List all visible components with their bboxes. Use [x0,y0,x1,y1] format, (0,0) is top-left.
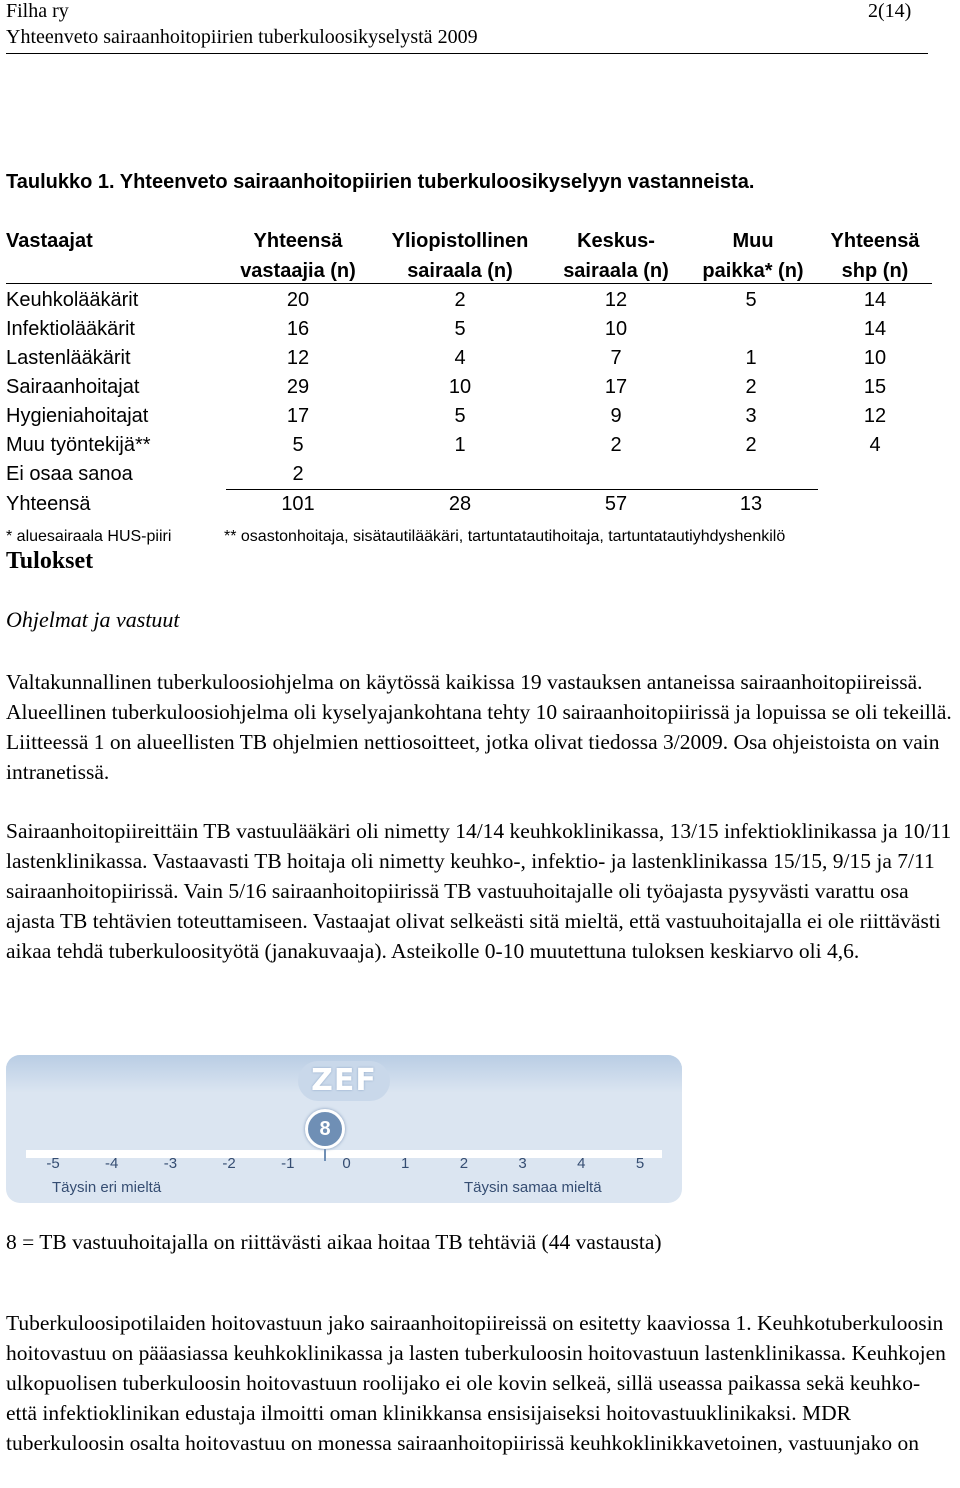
table-cell: 5 [454,405,466,427]
table-header-rule [6,283,932,284]
gauge-marker: 8 [305,1109,345,1149]
paragraph-program: Valtakunnallinen tuberkuloosiohjelma on käytössä kaikissa 19 vastauksen antaneissa sairaanhoitopiireissä. Alueellinen tuberkuloosiohjelma oli kyselyajankohtana tehty 10 sairaanhoitopiirissä ja lopuissa se oli tekeillä. Liitteessä 1 on alueellisten TB ohjelmien nettiosoitteet, jotka olivat tiedossa 3/2009. Osa ohjeistoista on vain intranetissä. [6,670,952,784]
zef-logo: ZEF [298,1061,390,1101]
table-cell: 57 [604,493,628,515]
table-cell: 2 [292,463,304,485]
table-row-label: Yhteensä [6,493,91,515]
gauge-tick-label: -4 [105,1155,119,1172]
table-row-label: Ei osaa sanoa [6,463,133,485]
page-number: 2(14) [868,0,912,22]
footnote-hospital: * aluesairaala HUS-piiri [6,528,172,545]
col-header-other [690,226,816,286]
section-subtitle: Ohjelmat ja vastuut [6,607,180,632]
section-title: Tulokset [6,548,94,574]
table-caption: Taulukko 1. Yhteenveto sairaanhoitopiirien tuberkuloosikyselyyn vastanneista. [6,171,755,193]
footnote-worker: ** osastonhoitaja, sisätautilääkäri, tartuntatautihoitaja, tartuntatautiyhdyshenkilö [224,528,786,545]
col-header-line: Yhteensä [830,230,920,252]
table-cell: 17 [286,405,310,427]
table-cell: 7 [610,347,622,369]
table-cell: 3 [745,405,757,427]
col-header-line: vastaajia (n) [240,260,356,282]
col-header-line: shp (n) [841,260,909,282]
table-cell: 14 [863,289,887,311]
col-header-total [226,226,370,286]
table-cell: 15 [863,376,887,398]
header-subtitle: Yhteenveto sairaanhoitopiirien tuberkuloosikyselystä 2009 [6,26,478,48]
col-header-line: Vastaajat [6,230,93,252]
col-header-line: Muu [732,230,774,252]
table-cell: 5 [745,289,757,311]
table-cell: 9 [610,405,622,427]
table-cell: 12 [604,289,628,311]
col-header-line: paikka* (n) [702,260,804,282]
table-cell: 16 [286,318,310,340]
table-row-label: Lastenlääkärit [6,347,131,369]
gauge-right-label: Täysin samaa mieltä [464,1179,602,1196]
gauge-left-label: Täysin eri mieltä [52,1179,162,1196]
header-org: Filha ry [6,0,69,22]
col-header-line: Yliopistollinen [391,230,529,252]
gauge-marker-tick [324,1147,326,1161]
table-cell: 28 [448,493,472,515]
gauge-tick-label: 0 [342,1155,351,1172]
gauge-tick-label: 4 [577,1155,586,1172]
table-cell: 12 [286,347,310,369]
table-row-label: Infektiolääkärit [6,318,135,340]
col-header-university [380,226,540,286]
table-cell: 101 [281,493,315,515]
table-cell: 1 [745,347,757,369]
table-cell: 20 [286,289,310,311]
table-cell: 10 [863,347,887,369]
table-row-label: Sairaanhoitajat [6,376,140,398]
gauge-tick-label: -5 [46,1155,60,1172]
table-cell: 13 [739,493,763,515]
table-cell: 14 [863,318,887,340]
table-cell: 1 [454,434,466,456]
zef-scale-graphic [6,1055,682,1203]
gauge-tick-label: 2 [459,1155,469,1172]
table-cell: 10 [604,318,628,340]
gauge-caption: 8 = TB vastuuhoitajalla on riittävästi aikaa hoitaa TB tehtäviä (44 vastausta) [6,1230,662,1254]
table-cell: 5 [292,434,304,456]
table-cell: 10 [448,376,472,398]
col-header-line: sairaala (n) [407,260,513,282]
table-cell: 2 [610,434,622,456]
table-cell: 2 [745,434,757,456]
paragraph-responsibility: Sairaanhoitopiireittäin TB vastuulääkäri oli nimetty 14/14 keuhkoklinikassa, 13/15 infektioklinikassa ja 10/11 lastenklinikassa. Vastaavasti TB hoitaja oli nimetty keuhko-, infektio- ja lastenklinikassa 15/15, 9/15 ja 7/11 sairaanhoitopiirissä. Vain 5/16 sairaanhoitopiirissä TB vastuuhoitajalle oli työajasta pysyvästi varattu osa ajasta TB tehtävien toteuttamiseen. Vastaajat olivat selkeästi sitä mieltä, että vastuuhoitajalla ei ole riittävästi aikaa tehdä tuberkuloosityötä (janakuvaaja). Asteikolle 0-10 muutettuna tuloksen keskiarvo oli 4,6. [6,819,952,963]
gauge-tick-label: -2 [222,1155,236,1172]
col-header-shp [818,226,932,286]
gauge-tick-label: 1 [401,1155,410,1172]
table-cell: 2 [454,289,466,311]
table-row-label: Muu työntekijä** [6,434,151,456]
table-cell: 5 [454,318,466,340]
table-cell: 2 [745,376,757,398]
table-cell: 29 [286,376,310,398]
table-cell: 17 [604,376,628,398]
col-header-line: sairaala (n) [563,260,669,282]
header-rule [6,53,928,54]
table-cell: 4 [454,347,466,369]
paragraph-care-responsibility: Tuberkuloosipotilaiden hoitovastuun jako sairaanhoitopiireissä on esitetty kaaviossa 1. Keuhkotuberkuloosin hoitovastuu on pääasiassa keuhkoklinikassa ja lasten tuberkuloosin hoitovastuun lastenklinikassa. Keuhkojen ulkopuolisen tuberkuloosin hoitovastuun roolijako ei ole kovin selkeä, sillä useassa paikassa sekä keuhko- että infektioklinikan edustaja ilmoitti oman klinikkansa ensisijaiseksi hoitovastuuklinikaksi. MDR tuberkuloosin osalta hoitovastuu on monessa sairaanhoitopiirissä keuhkoklinikkavetoinen, vastuunjako on [6,1311,946,1455]
table-row-label: Keuhkolääkärit [6,289,139,311]
table-row-label: Hygieniahoitajat [6,405,149,427]
gauge-tick-label: 3 [518,1155,527,1172]
gauge-tick-label: 5 [635,1155,645,1172]
gauge-tick-label: -1 [281,1155,295,1172]
col-header-line: Yhteensä [253,230,343,252]
col-header-vastaajat [6,226,93,256]
col-header-line: Keskus- [577,230,655,252]
col-header-central [550,226,682,286]
gauge-tick-label: -3 [163,1155,178,1172]
table-cell: 4 [869,434,881,456]
table-cell: 12 [863,405,887,427]
